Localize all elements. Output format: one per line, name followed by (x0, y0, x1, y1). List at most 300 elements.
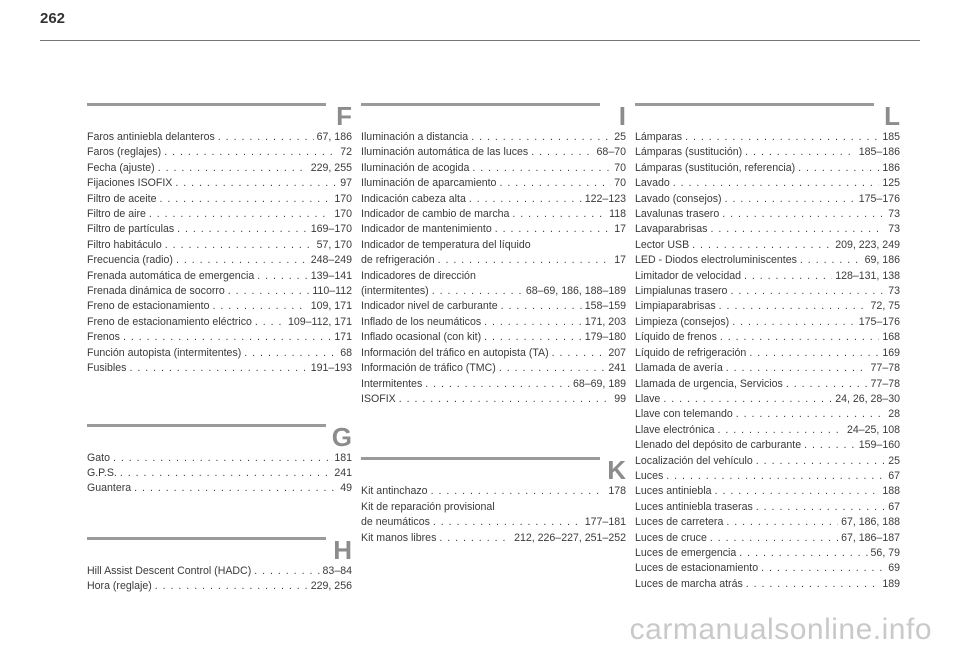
entry-label: Luces de carretera (635, 516, 724, 529)
leader-dots (257, 269, 308, 284)
index-entries (361, 130, 626, 407)
leader-dots (800, 253, 862, 268)
index-entry (87, 564, 352, 579)
index-entry (361, 145, 626, 160)
entry-pages: 241 (334, 466, 352, 479)
entry-pages: 77–78 (870, 377, 900, 390)
entry-pages: 177–181 (584, 516, 626, 529)
entry-label: Fijaciones ISOFIX (87, 177, 173, 190)
index-entry (635, 284, 900, 299)
leader-dots (730, 284, 885, 299)
leader-dots (726, 361, 868, 376)
leader-dots (710, 222, 885, 237)
leader-dots (469, 192, 582, 207)
index-entry (635, 500, 900, 515)
index-entry (361, 500, 626, 531)
entry-label: Fusibles (87, 362, 127, 375)
entry-pages: 171 (334, 331, 352, 344)
leader-dots (804, 438, 856, 453)
entry-pages: 169 (882, 346, 900, 359)
leader-dots (786, 377, 868, 392)
section-rule (635, 103, 874, 106)
index-entry (635, 407, 900, 422)
entry-pages: 68–69, 186, 188–189 (525, 285, 626, 298)
entry-pages: 159–160 (858, 439, 900, 452)
entry-label: Luces antiniebla (635, 485, 712, 498)
entry-pages: 241 (608, 362, 626, 375)
leader-dots (501, 299, 582, 314)
index-column-1 (87, 100, 352, 595)
index-entry (87, 330, 352, 345)
leader-dots (495, 222, 611, 237)
leader-dots (438, 253, 612, 268)
index-entries (87, 451, 352, 497)
leader-dots (158, 161, 308, 176)
entry-pages: 70 (614, 161, 626, 174)
index-entry (635, 207, 900, 222)
leader-dots (244, 346, 337, 361)
index-entry (87, 207, 352, 222)
entry-label: Lámparas (635, 131, 683, 143)
section-header (635, 100, 900, 130)
entry-pages: 24–25, 108 (846, 423, 900, 436)
entry-label: (intermitentes) (361, 285, 429, 298)
leader-dots (120, 466, 331, 481)
index-entry (635, 515, 900, 530)
entry-pages: 68–69, 189 (572, 377, 626, 390)
entry-label-line1: Indicadores de dirección (361, 269, 476, 282)
index-entry (87, 269, 352, 284)
entry-pages: 189 (882, 577, 900, 590)
section-letter: I (618, 101, 626, 131)
entry-label: Llave electrónica (635, 423, 715, 436)
index-entry (87, 192, 352, 207)
leader-dots (756, 454, 885, 469)
leader-dots (134, 481, 337, 496)
entry-pages: 128–131, 138 (835, 269, 900, 282)
index-entries (87, 130, 352, 377)
leader-dots (718, 423, 844, 438)
entry-pages: 169–170 (310, 223, 352, 236)
leader-dots (710, 531, 838, 546)
entry-pages: 158–159 (584, 300, 626, 313)
entry-label: Hill Assist Descent Control (HADC) (87, 564, 252, 577)
entry-pages: 67 (888, 500, 900, 513)
entry-label: Limpialunas trasero (635, 285, 728, 298)
entry-label: Frenos (87, 331, 120, 344)
index-entry (87, 346, 352, 361)
section-letter: L (884, 101, 900, 131)
entry-label: Localización del vehículo (635, 454, 753, 467)
leader-dots (165, 238, 314, 253)
entry-label: Llamada de avería (635, 362, 723, 375)
entry-row (361, 515, 626, 530)
entry-label: Luces antiniebla traseras (635, 500, 753, 513)
index-entry (87, 284, 352, 299)
entry-label: Líquido de frenos (635, 331, 717, 344)
entry-label: Hora (reglaje) (87, 580, 152, 593)
leader-dots (254, 564, 319, 579)
index-entry (635, 469, 900, 484)
entry-pages: 248–249 (310, 254, 352, 267)
entry-pages: 188 (882, 485, 900, 498)
leader-dots (255, 315, 285, 330)
leader-dots (484, 330, 582, 345)
entry-label: Frenada automática de emergencia (87, 269, 255, 282)
section-rule (361, 457, 600, 460)
index-entry (635, 392, 900, 407)
entry-label: Información del tráfico en autopista (TA) (361, 346, 549, 359)
entry-pages: 122–123 (584, 192, 626, 205)
index-entry (635, 315, 900, 330)
leader-dots (113, 451, 331, 466)
section-header (361, 100, 626, 130)
leader-dots (149, 207, 331, 222)
leader-dots (129, 361, 307, 376)
leader-dots (745, 145, 856, 160)
entry-pages: 212, 226–227, 251–252 (514, 531, 626, 544)
leader-dots (552, 346, 606, 361)
leader-dots (726, 515, 838, 530)
leader-dots (177, 222, 308, 237)
index-entry (87, 481, 352, 496)
leader-dots (732, 315, 856, 330)
index-entry (635, 222, 900, 237)
section-rule (361, 103, 600, 106)
index-entry (635, 346, 900, 361)
leader-dots (471, 130, 611, 145)
entry-pages: 17 (614, 254, 626, 267)
index-entry (361, 361, 626, 376)
leader-dots (720, 330, 879, 345)
index-entry (87, 145, 352, 160)
entry-label: Filtro de aire (87, 208, 146, 221)
section-letter: F (336, 101, 352, 131)
leader-dots (176, 253, 308, 268)
entry-pages: 68–70 (596, 146, 626, 159)
entry-label: Indicador de cambio de marcha (361, 208, 510, 221)
entry-label: Iluminación de acogida (361, 161, 470, 174)
index-entry (635, 423, 900, 438)
entry-label: Llamada de urgencia, Servicios (635, 377, 783, 390)
index-entry (635, 361, 900, 376)
entry-pages: 72, 75 (870, 300, 900, 313)
entry-label: Intermitentes (361, 377, 423, 390)
index-entry (361, 269, 626, 300)
entry-pages: 178 (608, 485, 626, 498)
entry-label: Faros (reglajes) (87, 146, 162, 159)
leader-dots (399, 392, 611, 407)
section-header (87, 421, 352, 451)
leader-dots (744, 269, 832, 284)
index-entry (635, 377, 900, 392)
entry-pages: 171, 203 (584, 315, 626, 328)
leader-dots (719, 299, 868, 314)
entry-label: Llenado del depósito de carburante (635, 439, 802, 452)
leader-dots (512, 207, 606, 222)
entry-label-line1: Indicador de temperatura del líquido (361, 238, 531, 251)
index-entry (635, 176, 900, 191)
index-entry (635, 484, 900, 499)
index-entry (361, 377, 626, 392)
leader-dots (798, 161, 879, 176)
section-rule (87, 103, 326, 106)
index-entry (87, 466, 352, 481)
entry-label: Filtro habitáculo (87, 238, 162, 251)
leader-dots (431, 484, 606, 499)
entry-label: Iluminación automática de las luces (361, 146, 529, 159)
index-entry (635, 561, 900, 576)
entry-label: Lavalunas trasero (635, 208, 720, 221)
index-entry (361, 531, 626, 546)
index-column-2 (361, 100, 626, 546)
entry-pages: 49 (340, 482, 352, 495)
index-entry (635, 546, 900, 561)
index-section-h (87, 534, 352, 595)
leader-dots (164, 145, 337, 160)
index-column-3 (635, 100, 900, 592)
entry-label: Iluminación a distancia (361, 131, 469, 143)
leader-dots (472, 161, 611, 176)
entry-pages: 73 (888, 223, 900, 236)
entry-pages: 229, 256 (310, 580, 352, 593)
entry-label: Líquido de refrigeración (635, 346, 747, 359)
entry-label: Filtro de partículas (87, 223, 175, 236)
entry-pages: 25 (888, 454, 900, 467)
entry-label: Luces (635, 469, 664, 482)
entry-label: de refrigeración (361, 254, 435, 267)
section-letter: G (331, 421, 352, 452)
entry-pages: 118 (609, 208, 626, 221)
leader-dots (761, 561, 885, 576)
entry-label: Lámparas (sustitución, referencia) (635, 161, 796, 174)
entry-label: Frecuencia (radio) (87, 254, 173, 267)
index-entries (87, 564, 352, 595)
section-letter: K (607, 455, 626, 486)
entry-label: Limpieza (consejos) (635, 315, 730, 328)
index-section-l (635, 100, 900, 592)
entry-label: G.P.S. (87, 466, 117, 479)
index-entry (361, 176, 626, 191)
entry-label: ISOFIX (361, 392, 396, 405)
entry-pages: 109–112, 171 (287, 315, 352, 328)
entry-row (361, 284, 626, 299)
entry-pages: 67, 186, 188 (841, 516, 900, 529)
entry-label: Limpiaparabrisas (635, 300, 716, 313)
leader-dots (531, 145, 593, 160)
leader-dots (722, 207, 885, 222)
entry-pages: 83–84 (322, 564, 352, 577)
entry-label: Llave (635, 392, 661, 405)
index-entry (361, 299, 626, 314)
index-entry (361, 484, 626, 499)
leader-dots (175, 176, 337, 191)
index-entry (635, 145, 900, 160)
entry-label: Lámparas (sustitución) (635, 146, 743, 159)
leader-dots (425, 377, 570, 392)
index-entry (361, 315, 626, 330)
section-header (87, 534, 352, 564)
section-header (361, 454, 626, 484)
index-entry (361, 346, 626, 361)
header-rule (40, 40, 920, 41)
leader-dots (663, 392, 832, 407)
entry-label: Gato (87, 451, 110, 464)
entry-pages: 67, 186 (316, 131, 352, 143)
entry-label: Limitador de velocidad (635, 269, 741, 282)
leader-dots (499, 361, 606, 376)
entry-label: LED - Diodos electroluminiscentes (635, 254, 797, 267)
leader-dots (213, 299, 308, 314)
index-entry (361, 130, 626, 145)
leader-dots (155, 579, 308, 594)
leader-dots (749, 346, 879, 361)
leader-dots (725, 192, 856, 207)
entry-pages: 207 (608, 346, 626, 359)
entry-label: Indicación cabeza alta (361, 192, 466, 205)
section-rule (87, 537, 326, 540)
entry-label: Luces de marcha atrás (635, 577, 743, 590)
entry-pages: 69 (888, 562, 900, 575)
index-entry (87, 361, 352, 376)
entry-label: Freno de estacionamiento (87, 300, 210, 313)
leader-dots (433, 515, 582, 530)
entry-label: Inflado ocasional (con kit) (361, 331, 482, 344)
entry-pages: 179–180 (584, 331, 626, 344)
entry-pages: 69, 186 (864, 254, 900, 267)
entry-pages: 125 (882, 177, 900, 190)
leader-dots (666, 469, 885, 484)
entry-pages: 28 (888, 408, 900, 421)
entry-label: Luces de emergencia (635, 546, 737, 559)
entry-row (361, 253, 626, 268)
entry-pages: 97 (340, 177, 352, 190)
entry-pages: 185 (882, 131, 900, 143)
index-section-f (87, 100, 352, 377)
index-section-k (361, 454, 626, 546)
entry-label: Función autopista (intermitentes) (87, 346, 242, 359)
entry-pages: 175–176 (858, 315, 900, 328)
entry-pages: 72 (340, 146, 352, 159)
watermark: carmanualsonline.info (629, 613, 932, 646)
entry-label: Fecha (ajuste) (87, 161, 155, 174)
entry-label: Kit antinchazo (361, 485, 428, 498)
entry-pages: 109, 171 (310, 300, 352, 313)
index-entry (87, 315, 352, 330)
entry-pages: 170 (334, 208, 352, 221)
index-entry (87, 161, 352, 176)
entry-pages: 77–78 (870, 362, 900, 375)
index-entry (87, 130, 352, 145)
leader-dots (123, 330, 331, 345)
leader-dots (432, 284, 523, 299)
entry-label: Freno de estacionamiento eléctrico (87, 315, 252, 328)
entry-pages: 99 (614, 392, 626, 405)
index-entry (87, 238, 352, 253)
index-entry (635, 454, 900, 469)
index-entry (87, 579, 352, 594)
index-entry (87, 253, 352, 268)
entry-pages: 191–193 (310, 362, 352, 375)
entry-label: Información de tráfico (TMC) (361, 362, 496, 375)
index-entry (635, 238, 900, 253)
leader-dots (228, 284, 310, 299)
index-entry (87, 222, 352, 237)
leader-dots (685, 130, 879, 145)
entry-pages: 17 (614, 223, 626, 236)
entry-label: Luces de estacionamiento (635, 562, 759, 575)
entry-pages: 73 (888, 208, 900, 221)
entry-label: Luces de cruce (635, 531, 707, 544)
leader-dots (159, 192, 331, 207)
leader-dots (746, 577, 880, 592)
index-entry (87, 176, 352, 191)
entry-label: Guantera (87, 482, 132, 495)
index-entry (361, 222, 626, 237)
entry-label: Faros antiniebla delanteros (87, 131, 215, 143)
index-entry (361, 238, 626, 269)
index-entry (635, 192, 900, 207)
index-entry (635, 130, 900, 145)
index-entry (635, 438, 900, 453)
entry-label-line1: Kit de reparación provisional (361, 500, 495, 513)
entry-label: Lector USB (635, 238, 690, 251)
index-entry (87, 451, 352, 466)
index-section-g (87, 421, 352, 497)
entry-label: Iluminación de aparcamiento (361, 177, 497, 190)
entry-label: de neumáticos (361, 516, 430, 529)
entry-label: Llave con telemando (635, 408, 733, 421)
entry-pages: 70 (614, 177, 626, 190)
entry-pages: 181 (334, 451, 352, 464)
index-entry (635, 577, 900, 592)
index-entry (635, 299, 900, 314)
entry-pages: 67 (888, 469, 900, 482)
entry-pages: 67, 186–187 (841, 531, 900, 544)
leader-dots (756, 500, 885, 515)
entry-pages: 209, 223, 249 (835, 238, 900, 251)
index-entry (87, 299, 352, 314)
index-entry (361, 392, 626, 407)
entry-label: Inflado de los neumáticos (361, 315, 482, 328)
section-letter: H (333, 534, 352, 565)
entry-pages: 170 (334, 192, 352, 205)
index-entry (361, 207, 626, 222)
entry-label: Indicador nivel de carburante (361, 300, 498, 313)
index-entry (635, 161, 900, 176)
entry-label: Lavado (635, 177, 670, 190)
entry-label: Kit manos libres (361, 531, 437, 544)
index-entry (635, 531, 900, 546)
entry-pages: 186 (882, 161, 900, 174)
page-number: 262 (40, 10, 66, 27)
entry-label: Indicador de mantenimiento (361, 223, 492, 236)
entry-pages: 175–176 (858, 192, 900, 205)
leader-dots (736, 407, 885, 422)
entry-pages: 110–112 (312, 285, 352, 298)
leader-dots (218, 130, 314, 145)
leader-dots (673, 176, 880, 191)
index-entry (635, 253, 900, 268)
index-entry (635, 269, 900, 284)
entry-pages: 139–141 (310, 269, 352, 282)
entry-pages: 25 (614, 131, 626, 143)
leader-dots (739, 546, 867, 561)
section-header (87, 100, 352, 130)
section-rule (87, 424, 326, 427)
entry-label: Filtro de aceite (87, 192, 157, 205)
entry-pages: 57, 170 (316, 238, 352, 251)
